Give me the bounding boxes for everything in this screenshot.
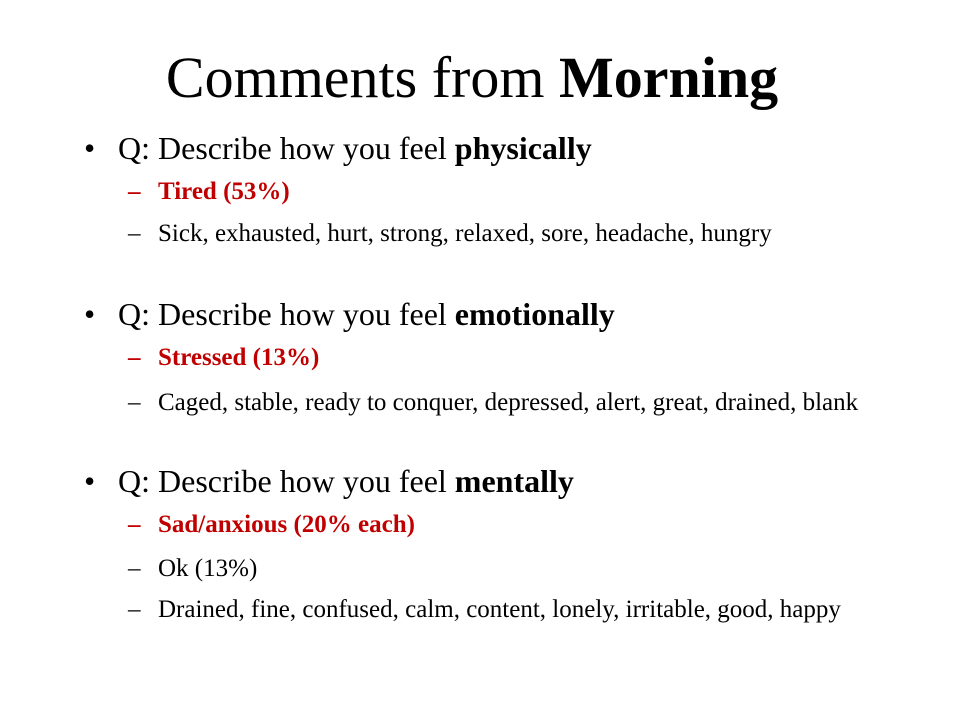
answer-text: Tired (53%)	[158, 178, 290, 205]
question-emphasis: physically	[454, 130, 592, 166]
title-normal: Comments from	[165, 45, 559, 110]
question-prefix: Q: Describe how you feel	[118, 296, 455, 332]
question-emphasis: emotionally	[454, 296, 615, 332]
dash-icon: –	[128, 178, 141, 205]
dash-icon: –	[128, 511, 141, 538]
question-text	[118, 128, 592, 168]
answer-text: Caged, stable, ready to conquer, depressed, alert, great, drained, blank	[158, 389, 859, 416]
question-text	[118, 294, 615, 334]
answer-text: Ok (13%)	[158, 555, 258, 582]
answer-text: Stressed (13%)	[158, 344, 320, 371]
dash-icon: –	[128, 596, 141, 623]
dash-icon: –	[128, 220, 141, 247]
bullet-icon: •	[84, 130, 96, 166]
bullet-icon: •	[84, 296, 96, 332]
answer-text: Sick, exhausted, hurt, strong, relaxed, sore, headache, hungry	[158, 220, 772, 247]
dash-icon: –	[128, 389, 141, 416]
answer-text: Drained, fine, confused, calm, content, lonely, irritable, good, happy	[158, 596, 841, 623]
slide-title	[0, 42, 944, 114]
dash-icon: –	[128, 344, 141, 371]
dash-icon: –	[128, 555, 141, 582]
answer-text: Sad/anxious (20% each)	[158, 511, 415, 538]
title-bold: Morning	[558, 45, 779, 110]
question-prefix: Q: Describe how you feel	[118, 130, 455, 166]
bullet-icon: •	[84, 463, 96, 499]
question-text	[118, 461, 574, 501]
question-prefix: Q: Describe how you feel	[118, 463, 455, 499]
question-emphasis: mentally	[454, 463, 574, 499]
